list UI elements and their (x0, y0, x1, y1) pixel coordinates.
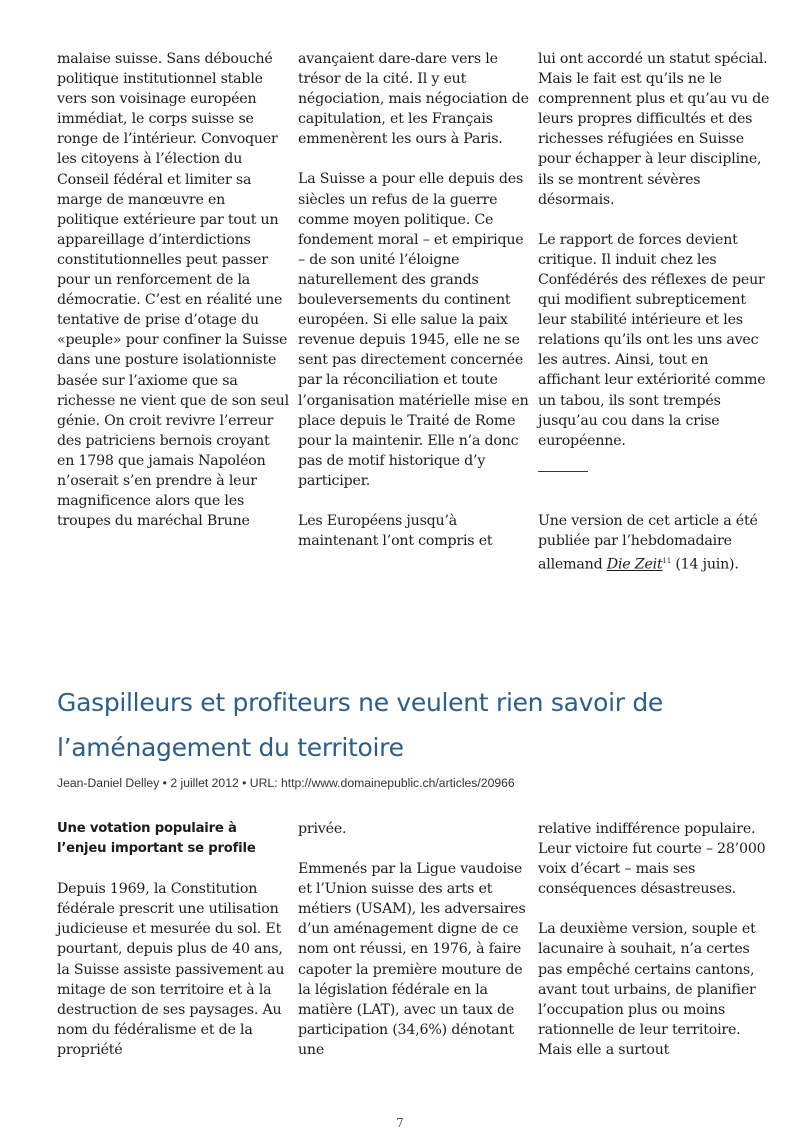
subheading: Une votation populaire à l’enjeu important se profile (57, 821, 256, 857)
paragraph: Les Européens jusqu’à maintenant l’ont compris et (298, 512, 493, 550)
footnote-marker: 11 (662, 556, 672, 565)
article2-column-1 (57, 819, 289, 1080)
article-title: Gaspilleurs et profiteurs ne veulent rien savoir de l’aménagement du territoire (57, 688, 664, 762)
paragraph: malaise suisse. Sans débouché politique institutionnel stable vers son voisinage européen immédiat, le corps suisse se ronge de l’intérieur. Convoquer les citoyens à l’élection du Conseil fédéral et limiter sa marge de manœuvre en politique extérieure par tout un appareillage d’interdictions constitutionnelles peut passer pour un renforcement de la démocratie. C’est en réalité une tentative de prise d’otage du «peuple» pour confiner la Suisse dans une posture isolationniste basée sur l’axiome que sa richesse ne vient que de son seul génie. On croit revivre l’erreur des patriciens bernois croyant en 1798 que jamais Napoléon n’oserait s’en prendre à leur magnificence alors que les troupes du maréchal Brune (57, 51, 289, 530)
article2-column-2 (298, 819, 530, 1080)
article-column-1 (57, 49, 289, 551)
paragraph: La deuxième version, souple et lacunaire à souhait, n’a certes pas empêché certains cantons, avant tout urbains, de planifier l’occupation plus ou moins rationnelle de leur territoire. Mais elle a surtout (538, 921, 756, 1058)
page-number: 7 (396, 1116, 404, 1130)
note-text: Une version de cet article a été publiée par l’hebdomadaire allemand (538, 512, 758, 573)
paragraph: relative indifférence populaire. Leur victoire fut courte – 28’000 voix d’écart – mais ses conséquences désastreuses. (538, 821, 766, 898)
separator-rule (538, 471, 588, 491)
note-date: (14 juin). (671, 556, 739, 573)
article-column-2 (298, 49, 530, 571)
die-zeit-link[interactable]: Die Zeit (606, 556, 663, 573)
article2-column-3 (538, 819, 770, 1080)
paragraph: Depuis 1969, la Constitution fédérale prescrit une utilisation judicieuse et mesurée du sol. Et pourtant, depuis plus de 40 ans, la Suisse assiste passivement au mitage de son territoire et à la destruction de ses paysages. Au nom du fédéralisme et de la propriété (57, 881, 285, 1058)
paragraph: Le rapport de forces devient critique. Il induit chez les Confédérés des réflexes de peur qui modifient subrepticement leur stabilité intérieure et les relations qu’ils ont les uns avec les autres. Ainsi, tout en affichant leur extériorité comme un tabou, ils sont trempés jusqu’au cou dans la crise européenne. (538, 231, 766, 449)
paragraph: privée. (298, 821, 347, 837)
paragraph: La Suisse a pour elle depuis des siècles un refus de la guerre comme moyen politique. Ce fondement moral – et empirique – de son unité l’éloigne naturellement des grands bouleversements du continent européen. Si elle salue la paix revenue depuis 1945, elle ne se sent pas directement concernée par la réconciliation et toute l’organisation matérielle mise en place depuis le Traité de Rome pour la maintenir. Elle n’a donc pas de motif historique d’y participer. (298, 171, 529, 489)
paragraph: Emmenés par la Ligue vaudoise et l’Union suisse des arts et métiers (USAM), les adversaires d’un aménagement digne de ce nom ont réussi, en 1976, à faire capoter la première mouture de la législation fédérale en la matière (LAT), avec un taux de participation (34,6%) dénotant une (298, 861, 526, 1058)
article-byline: Jean-Daniel Delley • 2 juillet 2012 • URL: http://www.domainepublic.ch/articles/20966 (57, 776, 515, 790)
article-column-3 (538, 49, 770, 595)
paragraph: avançaient dare-dare vers le trésor de la cité. Il y eut négociation, mais négociation de capitulation, et les Français emmenèrent les ours à Paris. (298, 51, 529, 148)
publication-note (538, 511, 770, 575)
paragraph: lui ont accordé un statut spécial. Mais le fait est qu’ils ne le comprennent plus et qu’au vu de leurs propres difficultés et des richesses réfugiées en Suisse pour échapper à leur discipline, ils se montrent sévères désormais. (538, 51, 770, 208)
